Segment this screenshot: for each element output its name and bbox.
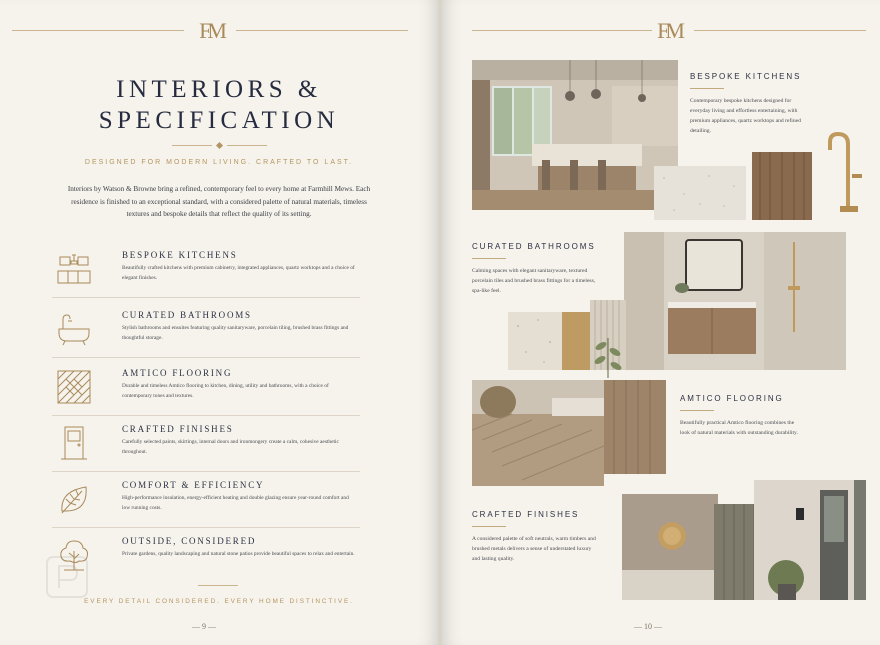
- feature-title: CRAFTED FINISHES: [122, 424, 234, 434]
- stone-swatch: [508, 312, 562, 370]
- right-page: [442, 0, 880, 645]
- feature-text: Carefully selected paints, skirtings, internal doors and ironmongery create a calm, cohesive aesthetic throughout.: [122, 439, 339, 455]
- bath-icon: [56, 311, 92, 347]
- door-icon: [56, 425, 92, 461]
- feature-title: CURATED BATHROOMS: [122, 310, 252, 320]
- page-title-line-2: SPECIFICATION: [98, 107, 340, 134]
- feature-crafted-finishes: [52, 417, 360, 472]
- title-divider-left: [172, 145, 212, 146]
- intro-paragraph: Interiors by Watson & Browne bring a refined, contemporary feel to every home at Farmhill Mews. Each residence is finished to an exceptional standard, with a considered palette of natural materials, timeless textures and bespoke details that reflect the quality of its setting.: [67, 185, 371, 219]
- section-title: CURATED BATHROOMS: [472, 242, 596, 251]
- plant-sprig-icon: [588, 334, 628, 378]
- feature-divider: [52, 471, 360, 472]
- page-title-line-1: INTERIORS &: [116, 76, 322, 103]
- footer-slogan: EVERY DETAIL CONSIDERED. EVERY HOME DISTINCTIVE.: [84, 598, 354, 605]
- tagline: DESIGNED FOR MODERN LIVING. CRAFTED TO LAST.: [84, 159, 354, 166]
- header-rule-left: [472, 30, 652, 31]
- feature-text: Stylish bathrooms and ensuites featuring quality sanitaryware, porcelain tiling, brushed brass fittings and thoughtful storage.: [122, 325, 349, 341]
- feature-divider: [52, 527, 360, 528]
- feature-outside-considered: [52, 529, 360, 579]
- monogram-logo: FM: [657, 18, 681, 43]
- monogram-logo: FM: [199, 18, 223, 43]
- section-title: CRAFTED FINISHES: [472, 510, 580, 519]
- flooring-photo: [472, 380, 604, 486]
- feature-bespoke-kitchens: [52, 243, 360, 298]
- left-page: [0, 0, 438, 645]
- feature-text: Private gardens, quality landscaping and natural stone patios provide beautiful spaces to relax and entertain.: [122, 551, 355, 557]
- section-text: Beautifully practical Amtico flooring combines the look of natural materials with outstanding durability.: [680, 420, 798, 436]
- page-number: — 9 —: [192, 622, 216, 631]
- kitchen-icon: [56, 251, 92, 287]
- feature-title: OUTSIDE, CONSIDERED: [122, 536, 257, 546]
- feature-text: High-performance insulation, energy-efficient heating and double glazing ensure year-round comfort and low running costs.: [122, 495, 349, 511]
- brass-tap-image: [826, 130, 866, 214]
- watermark-icon: [44, 554, 90, 600]
- feature-text: Beautifully crafted kitchens with premium cabinetry, integrated appliances, quartz worktops and a choice of elegant finishes.: [122, 265, 355, 281]
- section-text: Calming spaces with elegant sanitaryware, textured porcelain tiles and brushed brass fittings for a timeless, spa-like feel.: [472, 268, 596, 294]
- section-rule: [472, 258, 506, 259]
- feature-title: COMFORT & EFFICIENCY: [122, 480, 265, 490]
- header-rule-left: [12, 30, 184, 31]
- section-rule: [472, 526, 506, 527]
- section-text: A considered palette of soft neutrals, warm timbers and brushed metals delivers a sense of understated luxury and lasting quality.: [472, 536, 596, 562]
- feature-amtico-flooring: [52, 361, 360, 416]
- quartz-swatch: [654, 166, 746, 220]
- wood-plank-swatch: [604, 380, 666, 474]
- feature-curated-bathrooms: [52, 303, 360, 358]
- header-rule-right: [236, 30, 408, 31]
- bathroom-photo: [624, 232, 846, 370]
- title-divider-right: [227, 145, 267, 146]
- timber-swatch: [752, 152, 812, 220]
- section-rule: [680, 410, 714, 411]
- leaf-icon: [56, 481, 92, 517]
- feature-divider: [52, 415, 360, 416]
- section-text: Contemporary bespoke kitchens designed for everyday living and effortless entertaining, with premium appliances, quartz worktops and refined detailing.: [690, 98, 801, 134]
- feature-divider: [52, 297, 360, 298]
- section-rule: [690, 88, 724, 89]
- page-number: — 10 —: [634, 622, 662, 631]
- title-divider-diamond: [216, 142, 223, 149]
- feature-divider: [52, 357, 360, 358]
- kitchen-photo: [472, 60, 678, 210]
- feature-text: Durable and timeless Amtico flooring to kitchen, dining, utility and bathrooms, with a choice of contemporary tones and textures.: [122, 383, 329, 399]
- feature-title: BESPOKE KITCHENS: [122, 250, 238, 260]
- fabric-and-handle-swatch: [622, 494, 718, 600]
- section-title: BESPOKE KITCHENS: [690, 72, 802, 81]
- section-title: AMTICO FLOORING: [680, 394, 784, 403]
- header-rule-right: [694, 30, 866, 31]
- footer-rule: [198, 585, 238, 586]
- feature-comfort-efficiency: [52, 473, 360, 528]
- herringbone-icon: [56, 369, 92, 405]
- exterior-photo: [754, 480, 866, 600]
- feature-title: AMTICO FLOORING: [122, 368, 233, 378]
